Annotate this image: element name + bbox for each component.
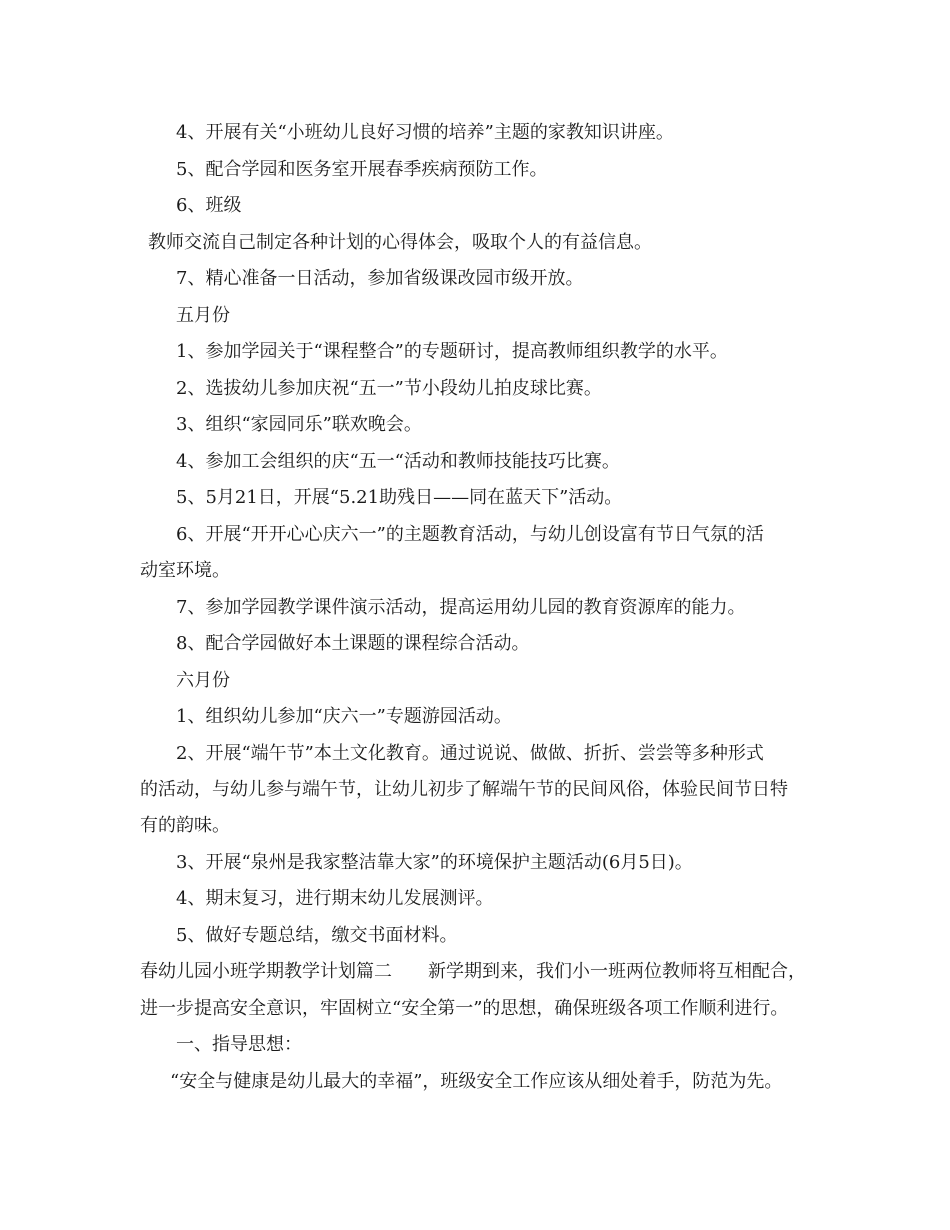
text-line: “安全与健康是幼儿最大的幸福”，班级安全工作应该从细处着手，防范为先。: [170, 1071, 783, 1092]
text-line: 4、期末复习，进行期末幼儿发展测评。: [176, 888, 494, 909]
section-heading-guiding-thought: 一、指导思想：: [176, 1034, 302, 1055]
text-line: 4、参加工会组织的庆“五一“活动和教师技能技巧比赛。: [176, 451, 620, 472]
text-line: 5、做好专题总结，缴交书面材料。: [176, 925, 458, 946]
text-line: 3、开展“泉州是我家整洁靠大家”的环境保护主题活动(6月5日)。: [176, 852, 693, 873]
text-line: 7、参加学园教学课件演示活动，提高运用幼儿园的教育资源库的能力。: [176, 597, 746, 618]
text-line: 6、班级: [176, 195, 242, 216]
text-line: 3、组织“家园同乐”联欢晚会。: [176, 414, 422, 435]
text-line: 进一步提高安全意识，牢固树立“安全第一”的思想，确保班级各项工作顺利进行。: [140, 998, 789, 1019]
text-line: 1、组织幼儿参加“庆六一”专题游园活动。: [176, 706, 512, 727]
text-line: 2、开展“端午节”本土文化教育。通过说说、做做、折折、尝尝等多种形式: [176, 743, 764, 764]
text-line: 6、开展“开开心心庆六一”的主题教育活动，与幼儿创设富有节日气氛的活: [176, 524, 764, 545]
text-line: 4、开展有关“小班幼儿良好习惯的培养”主题的家教知识讲座。: [176, 122, 674, 143]
text-line: 7、精心准备一日活动，参加省级课改园市级开放。: [176, 268, 584, 289]
text-line: 5、5月21日，开展“5.21助残日——同在蓝天下”活动。: [176, 487, 623, 508]
article-title-line: 春幼儿园小班学期教学计划篇二 新学期到来，我们小一班两位教师将互相配合，: [140, 961, 806, 982]
text-line: 教师交流自己制定各种计划的心得体会，吸取个人的有益信息。: [148, 232, 652, 253]
text-line: 8、配合学园做好本土课题的课程综合活动。: [176, 633, 530, 654]
text-line: 动室环境。: [140, 560, 230, 581]
text-line: 1、参加学园关于“课程整合”的专题研讨，提高教师组织教学的水平。: [176, 341, 728, 362]
section-heading-may: 五月份: [176, 305, 230, 326]
text-line: 的活动，与幼儿参与端午节，让幼儿初步了解端午节的民间风俗，体验民间节日特: [140, 779, 788, 800]
section-heading-june: 六月份: [176, 670, 230, 691]
text-line: 2、选拔幼儿参加庆祝“五一”节小段幼儿拍皮球比赛。: [176, 378, 602, 399]
text-line: 5、配合学园和医务室开展春季疾病预防工作。: [176, 159, 548, 180]
text-line: 有的韵味。: [140, 815, 230, 836]
